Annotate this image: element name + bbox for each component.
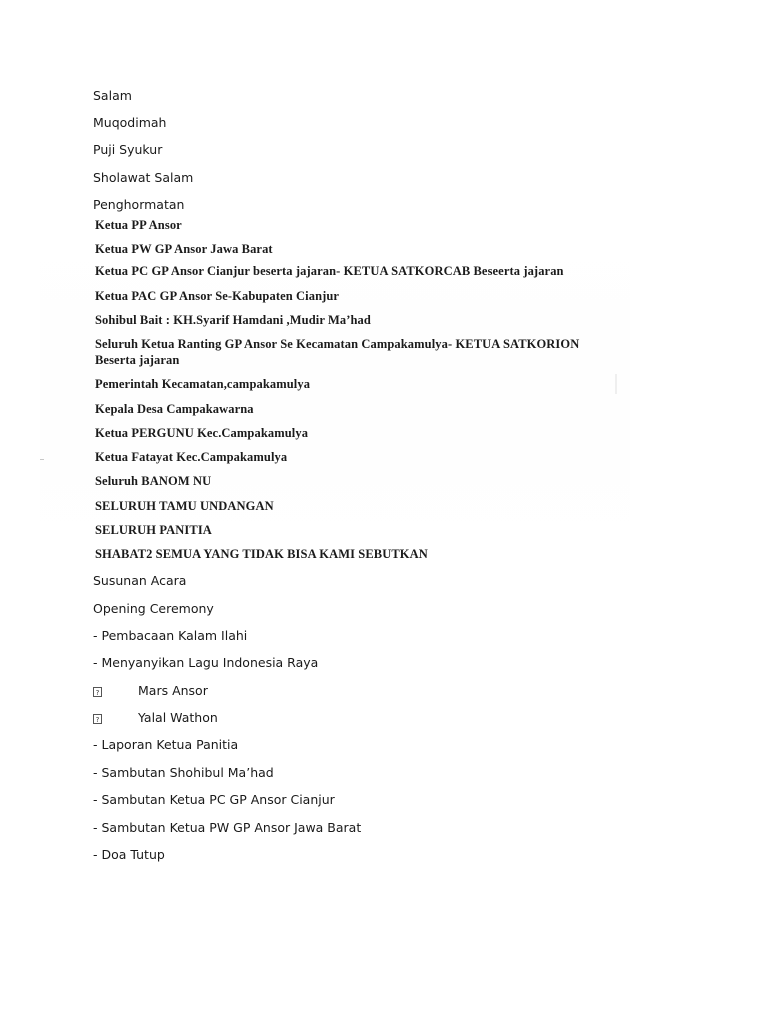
text-sambutan-shohibul: - Sambutan Shohibul Ma’had: [93, 765, 274, 780]
list-item-yalal-wathon: [93, 710, 218, 726]
text-salam: Salam: [93, 88, 132, 103]
text-muqodimah: Muqodimah: [93, 115, 167, 130]
list-item-mars-ansor: [93, 683, 208, 699]
scan-line-ketua-pc: Ketua PC GP Ansor Cianjur beserta jajaran- KETUA SATKORCAB Beseerta jajaran: [95, 264, 564, 278]
scan-line-ketua-ranting: Seluruh Ketua Ranting GP Ansor Se Kecamatan Campakamulya- KETUA SATKORION Beserta jajaran: [95, 337, 580, 367]
text-doa-tutup: - Doa Tutup: [93, 847, 165, 862]
text-lagu-indonesia-raya: - Menyanyikan Lagu Indonesia Raya: [93, 655, 319, 670]
scan-line-seluruh-tamu: SELURUH TAMU UNDANGAN: [95, 499, 274, 513]
text-puji-syukur: Puji Syukur: [93, 142, 163, 157]
scan-line-sohibul-bait: Sohibul Bait : KH.Syarif Hamdani ,Mudir Ma’had: [95, 313, 371, 327]
text-mars-ansor: Mars Ansor: [138, 683, 208, 698]
text-opening-ceremony: Opening Ceremony: [93, 601, 214, 616]
scan-line-shabat2: SHABAT2 SEMUA YANG TIDAK BISA KAMI SEBUTKAN: [95, 547, 428, 561]
scan-line-seluruh-banom: Seluruh BANOM NU: [95, 474, 212, 488]
scan-line-kepala-desa: Kepala Desa Campakawarna: [95, 402, 254, 416]
missing-glyph-icon: ?: [93, 714, 102, 724]
scan-speck: [615, 374, 617, 394]
text-laporan-ketua: - Laporan Ketua Panitia: [93, 737, 239, 752]
scan-line-ketua-pergunu: Ketua PERGUNU Kec.Campakamulya: [95, 426, 309, 440]
text-pembacaan-kalam: - Pembacaan Kalam Ilahi: [93, 628, 248, 643]
scan-line-ketua-fatayat: Ketua Fatayat Kec.Campakamulya: [95, 450, 288, 464]
scan-line-ketua-pp-ansor: Ketua PP Ansor: [95, 218, 182, 232]
scan-line-seluruh-panitia: SELURUH PANITIA: [95, 523, 212, 537]
scan-line-ketua-pac: Ketua PAC GP Ansor Se-Kabupaten Cianjur: [95, 289, 340, 303]
text-susunan-acara: Susunan Acara: [93, 573, 187, 588]
scan-line-ketua-pw: Ketua PW GP Ansor Jawa Barat: [95, 242, 273, 256]
text-penghormatan: Penghormatan: [93, 197, 185, 212]
text-sambutan-pw: - Sambutan Ketua PW GP Ansor Jawa Barat: [93, 820, 362, 835]
text-yalal-wathon: Yalal Wathon: [138, 710, 218, 725]
missing-glyph-icon: ?: [93, 687, 102, 697]
scan-line-pemerintah-kecamatan: Pemerintah Kecamatan,campakamulya: [95, 377, 311, 391]
scan-speck: [40, 459, 44, 460]
text-sholawat-salam: Sholawat Salam: [93, 170, 194, 185]
text-sambutan-pc: - Sambutan Ketua PC GP Ansor Cianjur: [93, 792, 335, 807]
